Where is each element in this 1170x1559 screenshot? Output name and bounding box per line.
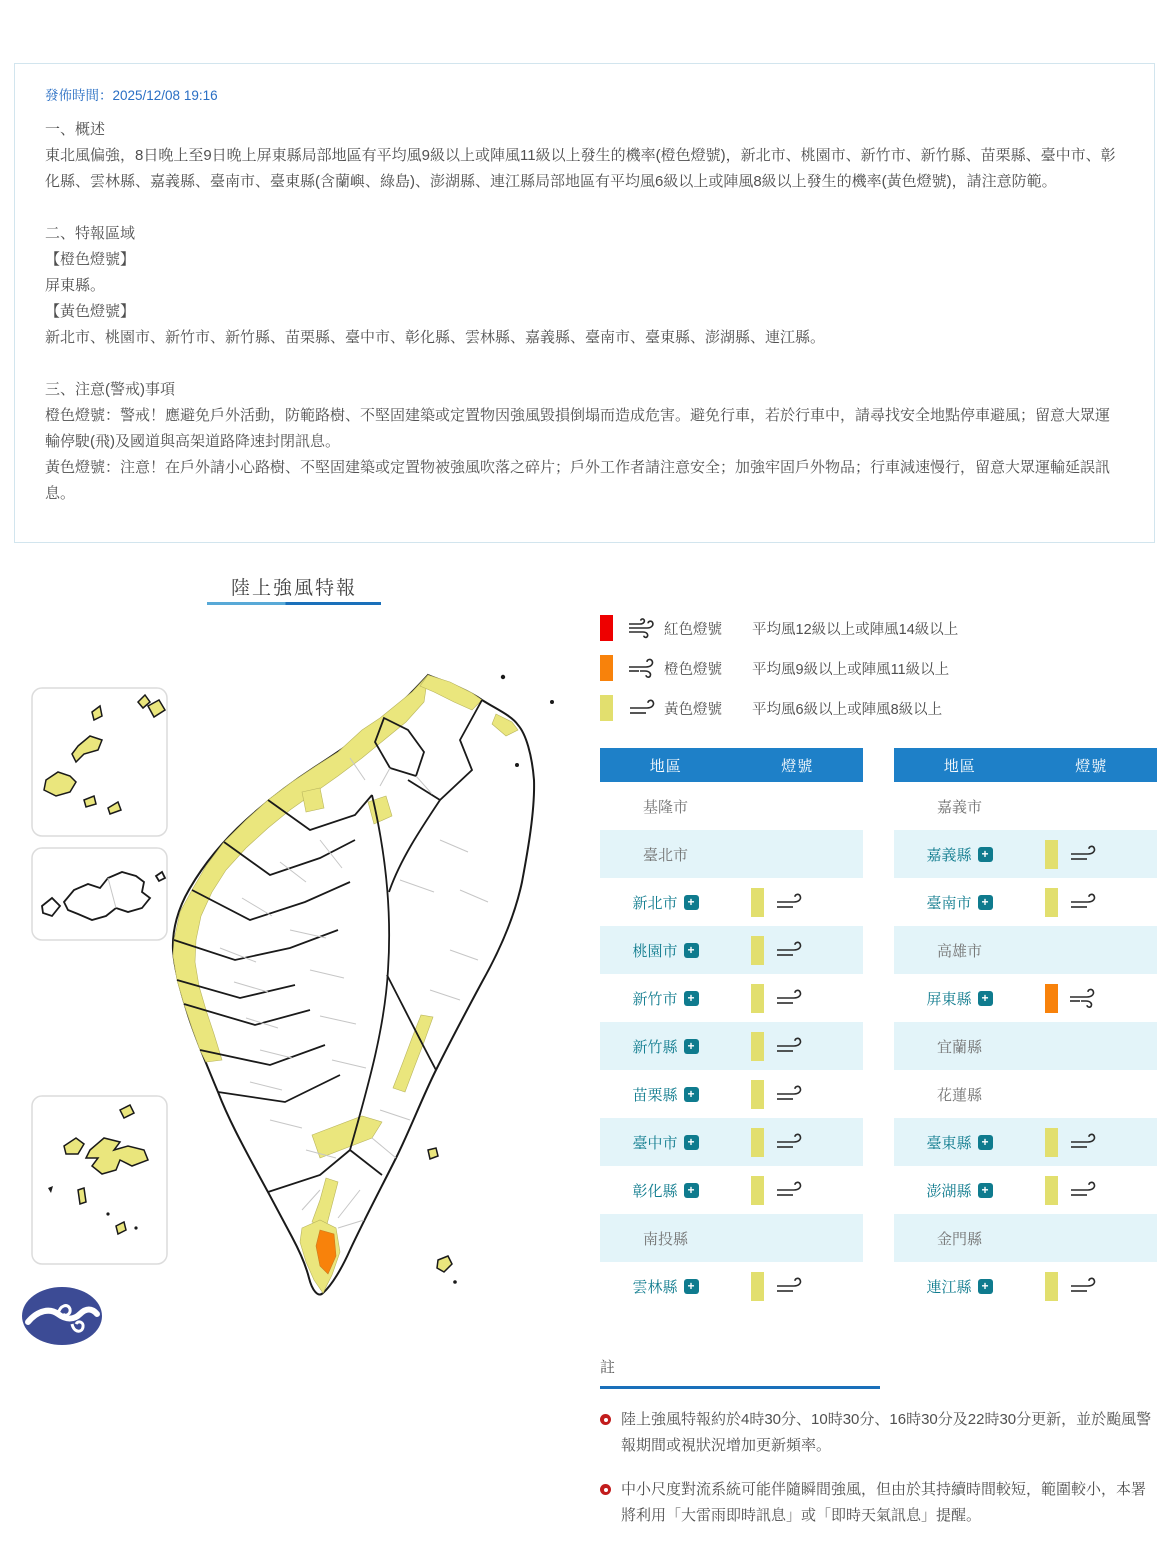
- signal-cell: [731, 1080, 863, 1109]
- region-label: 連江縣: [926, 1278, 972, 1296]
- region-cell[interactable]: [894, 1276, 1025, 1297]
- region-cell: [600, 796, 731, 817]
- wind-icon-red: [626, 617, 664, 639]
- region-cell[interactable]: [600, 1132, 731, 1153]
- legend-label: 黃色燈號: [664, 701, 722, 718]
- region-cell: [894, 1036, 1025, 1057]
- expand-plus-icon[interactable]: +: [978, 847, 993, 862]
- signal-cell: [731, 1272, 863, 1301]
- area-orange-body: 屏東縣。: [45, 277, 106, 294]
- table-row: [600, 974, 863, 1022]
- legend-description: 平均風12級以上或陣風14級以上: [752, 621, 959, 638]
- notes-underline: [600, 1386, 880, 1389]
- signal-cell: [1025, 888, 1157, 917]
- region-label: 金門縣: [936, 1230, 982, 1248]
- islet-dot: [453, 1280, 457, 1284]
- islet-dot: [501, 675, 505, 679]
- wind-icon: [626, 657, 658, 679]
- signal-cell: [731, 1128, 863, 1157]
- region-cell: [894, 1084, 1025, 1105]
- expand-plus-icon[interactable]: +: [684, 1135, 699, 1150]
- table-row: [600, 1262, 863, 1310]
- taiwan-main-island: [173, 675, 534, 1295]
- wind-icon-orange: [626, 657, 664, 679]
- region-signal-table-right: [894, 748, 1157, 1310]
- table-row: [894, 974, 1157, 1022]
- table-row: [894, 1166, 1157, 1214]
- region-label: 臺南市: [926, 894, 972, 912]
- notes-section: [600, 1356, 1160, 1529]
- signal-legend: [600, 608, 958, 728]
- table-row: [894, 1214, 1157, 1262]
- region-cell: [894, 1228, 1025, 1249]
- region-label: 嘉義縣: [926, 846, 972, 864]
- signal-cell: [1025, 1128, 1157, 1157]
- expand-plus-icon[interactable]: +: [684, 1279, 699, 1294]
- note-text: 陸上強風特報約於4時30分、10時30分、16時30分及22時30分更新，並於颱風警報期間或視狀況增加更新頻率。: [621, 1411, 1152, 1454]
- signal-bar-yellow: [1045, 888, 1058, 917]
- signal-cell: [731, 1176, 863, 1205]
- table-row: [894, 1070, 1157, 1118]
- signal-bar-orange: [1045, 984, 1058, 1013]
- region-label: 花蓮縣: [936, 1086, 982, 1104]
- region-label: 新竹市: [632, 990, 678, 1008]
- legend-label: 紅色燈號: [664, 621, 722, 638]
- wind-icon: [1067, 1275, 1099, 1297]
- legend-item-red: [600, 608, 958, 648]
- notes-heading: 註: [600, 1359, 616, 1376]
- region-label: 雲林縣: [632, 1278, 678, 1296]
- expand-plus-icon[interactable]: +: [978, 895, 993, 910]
- region-cell[interactable]: [600, 892, 731, 913]
- signal-bar-yellow: [751, 1080, 764, 1109]
- region-label: 臺東縣: [926, 1134, 972, 1152]
- note-item: [600, 1407, 1156, 1459]
- region-cell[interactable]: [600, 1180, 731, 1201]
- orange-signal-chip: [600, 655, 613, 681]
- region-cell[interactable]: [894, 1180, 1025, 1201]
- header-region: 地區: [649, 757, 682, 775]
- table-row: [600, 1070, 863, 1118]
- signal-cell: [1025, 984, 1157, 1013]
- signal-bar-yellow: [1045, 1272, 1058, 1301]
- area-orange-label: 【橙色燈號】: [45, 251, 136, 268]
- region-label: 屏東縣: [926, 990, 972, 1008]
- region-label: 彰化縣: [632, 1182, 678, 1200]
- signal-cell: [731, 888, 863, 917]
- table-row: [894, 1022, 1157, 1070]
- wind-icon-yellow: [626, 697, 664, 719]
- region-label: 嘉義市: [936, 798, 982, 816]
- wind-icon: [773, 1179, 805, 1201]
- legend-label: 橙色燈號: [664, 661, 722, 678]
- region-cell: [894, 940, 1025, 961]
- signal-cell: [1025, 1176, 1157, 1205]
- region-cell[interactable]: [600, 1276, 731, 1297]
- signal-bar-yellow: [751, 1128, 764, 1157]
- note-text: 中小尺度對流系統可能伴隨瞬間強風，但由於其持續時間較短，範圍較小，本署將利用「大雷雨即時訊息」或「即時天氣訊息」提醒。: [621, 1481, 1147, 1524]
- expand-plus-icon[interactable]: +: [684, 943, 699, 958]
- region-label: 南投縣: [642, 1230, 688, 1248]
- table-row: [894, 830, 1157, 878]
- region-cell: [600, 844, 731, 865]
- table-row: [600, 1022, 863, 1070]
- signal-cell: [1025, 840, 1157, 869]
- overview-heading: 一、概述: [45, 121, 106, 138]
- region-label: 臺北市: [642, 846, 688, 864]
- expand-plus-icon[interactable]: +: [978, 1279, 993, 1294]
- signal-bar-yellow: [751, 1032, 764, 1061]
- wind-icon: [773, 987, 805, 1009]
- notice-yellow: 黃色燈號：注意！在戶外請小心路樹、不堅固建築或定置物被強風吹落之碎片；戶外工作者請注意安全；加強牢固戶外物品；行車減速慢行，留意大眾運輸延誤訊息。: [45, 459, 1111, 502]
- table-row: [600, 1214, 863, 1262]
- region-cell[interactable]: [894, 988, 1025, 1009]
- region-cell: [600, 1228, 731, 1249]
- expand-plus-icon[interactable]: +: [684, 1183, 699, 1198]
- table-row: [600, 1118, 863, 1166]
- signal-bar-yellow: [751, 984, 764, 1013]
- region-cell[interactable]: [600, 1084, 731, 1105]
- table-header: [600, 748, 863, 782]
- signal-cell: [731, 984, 863, 1013]
- table-header: [894, 748, 1157, 782]
- inset-penghu: [32, 1096, 167, 1264]
- region-cell[interactable]: [894, 892, 1025, 913]
- cwa-logo: [22, 1287, 102, 1345]
- legend-item-orange: [600, 648, 958, 688]
- region-cell[interactable]: [894, 844, 1025, 865]
- section-title-underline: [207, 602, 381, 605]
- expand-plus-icon[interactable]: +: [684, 1087, 699, 1102]
- region-cell: [894, 796, 1025, 817]
- yellow-signal-chip: [600, 695, 613, 721]
- wind-icon: [626, 697, 658, 719]
- islet-dot: [515, 763, 519, 767]
- wind-icon: [773, 1131, 805, 1153]
- notice-orange: 橙色燈號：警戒！應避免戶外活動，防範路樹、不堅固建築或定置物因強風毀損倒塌而造成危害。避免行車，若於行車中，請尋找安全地點停車避風；留意大眾運輸停駛(飛)及國道與高架道路降速封閉訊息。: [45, 407, 1111, 450]
- signal-bar-yellow: [1045, 1128, 1058, 1157]
- table-row: [894, 1262, 1157, 1310]
- expand-plus-icon[interactable]: +: [684, 1039, 699, 1054]
- signal-bar-yellow: [751, 1176, 764, 1205]
- region-cell[interactable]: [894, 1132, 1025, 1153]
- section-title: 陸上強風特報: [230, 578, 357, 599]
- wind-icon: [626, 617, 658, 639]
- region-label: 桃園市: [632, 942, 678, 960]
- legend-description: 平均風9級以上或陣風11級以上: [752, 661, 950, 678]
- signal-cell: [1025, 1272, 1157, 1301]
- red-signal-chip: [600, 615, 613, 641]
- table-row: [600, 878, 863, 926]
- region-signal-table-left: [600, 748, 863, 1310]
- expand-plus-icon[interactable]: +: [978, 991, 993, 1006]
- table-row: [894, 782, 1157, 830]
- region-label: 高雄市: [936, 942, 982, 960]
- expand-plus-icon[interactable]: +: [978, 1135, 993, 1150]
- publish-time: 發佈時間：2025/12/08 19:16: [45, 88, 218, 103]
- legend-item-yellow: [600, 688, 958, 728]
- wind-icon: [1067, 891, 1099, 913]
- header-signal: 燈號: [781, 757, 814, 775]
- wind-icon: [773, 939, 805, 961]
- advisory-text-box: [14, 63, 1155, 543]
- area-heading: 二、特報區域: [45, 225, 136, 242]
- table-row: [600, 782, 863, 830]
- islet-dot: [550, 700, 554, 704]
- bullet-icon: [600, 1484, 611, 1495]
- wind-icon: [1067, 987, 1099, 1009]
- wind-icon: [1067, 1179, 1099, 1201]
- table-row: [894, 1118, 1157, 1166]
- wind-icon: [1067, 843, 1099, 865]
- taiwan-warning-map: [20, 630, 580, 1350]
- wind-icon: [773, 891, 805, 913]
- bullet-icon: [600, 1414, 611, 1425]
- expand-plus-icon[interactable]: +: [684, 991, 699, 1006]
- signal-cell: [731, 936, 863, 965]
- overview-body: 東北風偏強，8日晚上至9日晚上屏東縣局部地區有平均風9級以上或陣風11級以上發生的機率(橙色燈號)，新北市、桃園市、新竹市、新竹縣、苗栗縣、臺中市、彰化縣、雲林縣、嘉義縣、臺南市、臺東縣(含蘭嶼、綠島)、澎湖縣、連江縣局部地區有平均風6級以上或陣風8級以上發生的機率(黃色燈號)，請注意防範。: [45, 147, 1116, 190]
- table-row: [600, 1166, 863, 1214]
- legend-description: 平均風6級以上或陣風8級以上: [752, 701, 943, 718]
- region-label: 新竹縣: [632, 1038, 678, 1056]
- wind-icon: [773, 1035, 805, 1057]
- table-row: [894, 926, 1157, 974]
- region-label: 苗栗縣: [632, 1086, 678, 1104]
- region-label: 臺中市: [632, 1134, 678, 1152]
- wind-icon: [773, 1083, 805, 1105]
- header-region: 地區: [943, 757, 976, 775]
- signal-bar-yellow: [751, 936, 764, 965]
- region-cell[interactable]: [600, 940, 731, 961]
- header-signal: 燈號: [1075, 757, 1108, 775]
- wind-icon: [1067, 1131, 1099, 1153]
- notice-heading: 三、注意(警戒)事項: [45, 381, 175, 398]
- region-cell[interactable]: [600, 1036, 731, 1057]
- area-yellow-label: 【黃色燈號】: [45, 303, 136, 320]
- area-yellow-body: 新北市、桃園市、新竹市、新竹縣、苗栗縣、臺中市、彰化縣、雲林縣、嘉義縣、臺南市、臺東縣、澎湖縣、連江縣。: [45, 329, 826, 346]
- note-item: [600, 1477, 1156, 1529]
- region-label: 基隆市: [642, 798, 688, 816]
- signal-bar-yellow: [751, 1272, 764, 1301]
- table-row: [600, 830, 863, 878]
- wind-icon: [773, 1275, 805, 1297]
- region-label: 澎湖縣: [926, 1182, 972, 1200]
- region-label: 宜蘭縣: [936, 1038, 982, 1056]
- region-cell[interactable]: [600, 988, 731, 1009]
- table-row: [894, 878, 1157, 926]
- signal-bar-yellow: [751, 888, 764, 917]
- region-label: 新北市: [632, 894, 678, 912]
- signal-cell: [731, 1032, 863, 1061]
- signal-bar-yellow: [1045, 840, 1058, 869]
- expand-plus-icon[interactable]: +: [978, 1183, 993, 1198]
- expand-plus-icon[interactable]: +: [684, 895, 699, 910]
- table-row: [600, 926, 863, 974]
- signal-bar-yellow: [1045, 1176, 1058, 1205]
